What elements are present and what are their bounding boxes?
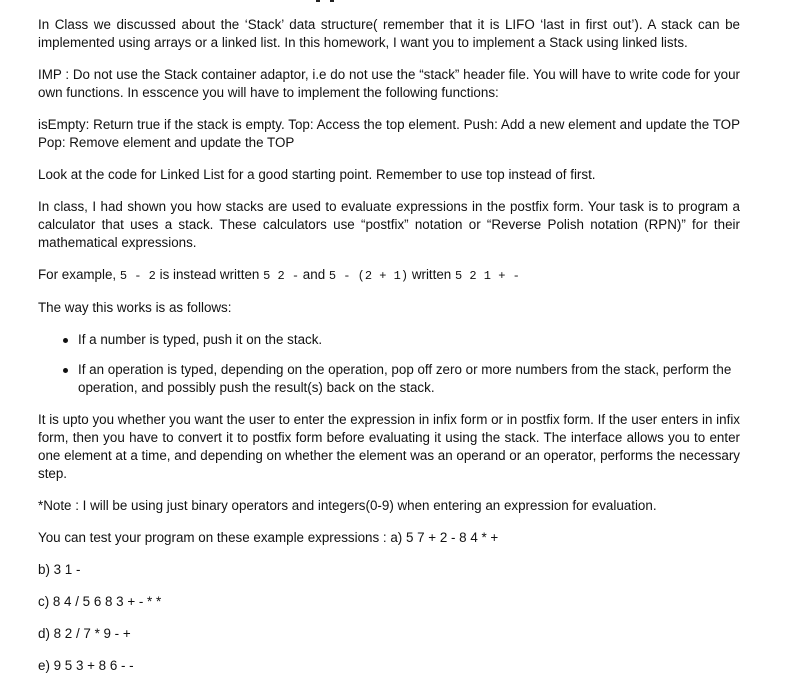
list-item-text: If an operation is typed, depending on the operation, pop off zero or more numbers from the stack, perform the operation, and possibly push the result(s) back on the stack. — [78, 362, 732, 395]
list-item — [78, 361, 740, 397]
homework-document — [38, 16, 740, 689]
infix-note-paragraph: It is upto you whether you want the user to enter the expression in infix form or in postfix form. If the user enters in infix form, then you have to convert it to postfix form before evaluating it using the stack. The interface allows you to enter one element at a time, and depending on whether the element was an operand or an operator, performs the necessary step. — [38, 412, 740, 481]
cropped-glyph — [316, 0, 320, 2]
example-paragraph — [38, 266, 740, 285]
functions-paragraph: isEmpty: Return true if the stack is empty. Top: Access the top element. Push: Add a new element and update the TOP Pop: Remove element and update the TOP — [38, 117, 740, 150]
bullet-list — [38, 331, 740, 397]
infix-expression-2: 5 - (2 + 1) — [328, 269, 409, 283]
infix-expression-1: 5 - 2 — [119, 269, 156, 283]
linked-list-hint: Look at the code for Linked List for a good starting point. Remember to use top instead of first. — [38, 167, 596, 182]
note-paragraph: *Note : I will be using just binary operators and integers(0-9) when entering an expression for evaluation. — [38, 498, 657, 513]
example-mid-2: and — [299, 267, 329, 282]
cropped-glyph — [330, 0, 334, 2]
how-it-works: The way this works is as follows: — [38, 300, 232, 315]
postfix-expression-1: 5 2 - — [263, 269, 300, 283]
example-expression-e: e) 9 5 3 + 8 6 - - — [38, 658, 134, 673]
example-expression-c: c) 8 4 / 5 6 8 3 + - * * — [38, 594, 162, 609]
example-expression-d: d) 8 2 / 7 * 9 - + — [38, 626, 131, 641]
example-mid-3: written — [408, 267, 455, 282]
bullet-icon — [63, 368, 68, 373]
test-intro: You can test your program on these example expressions : a) 5 7 + 2 - 8 4 * + — [38, 530, 499, 545]
list-item — [78, 331, 740, 349]
postfix-task-paragraph: In class, I had shown you how stacks are used to evaluate expressions in the postfix form. Your task is to program a calculator that uses a stack. These calculators use “postfix” notation or “Reverse Polish notation (RPN)” for their mathematical expressions. — [38, 199, 740, 250]
list-item-text: If a number is typed, push it on the stack. — [78, 332, 323, 347]
example-expression-b: b) 3 1 - — [38, 562, 81, 577]
imp-paragraph: IMP : Do not use the Stack container adaptor, i.e do not use the “stack” header file. You will have to write code for your own functions. In esscence you will have to implement the following functions: — [38, 67, 740, 100]
bullet-icon — [63, 338, 68, 343]
example-mid-1: is instead written — [155, 267, 264, 282]
example-prefix: For example, — [38, 267, 120, 282]
cropped-top-edge — [0, 0, 791, 6]
postfix-expression-2: 5 2 1 + - — [454, 269, 520, 283]
intro-paragraph: In Class we discussed about the ‘Stack’ data structure( remember that it is LIFO ‘last in first out’). A stack can be implemented using arrays or a linked list. In this homework, I want you to implement a Stack using linked lists. — [38, 17, 740, 50]
